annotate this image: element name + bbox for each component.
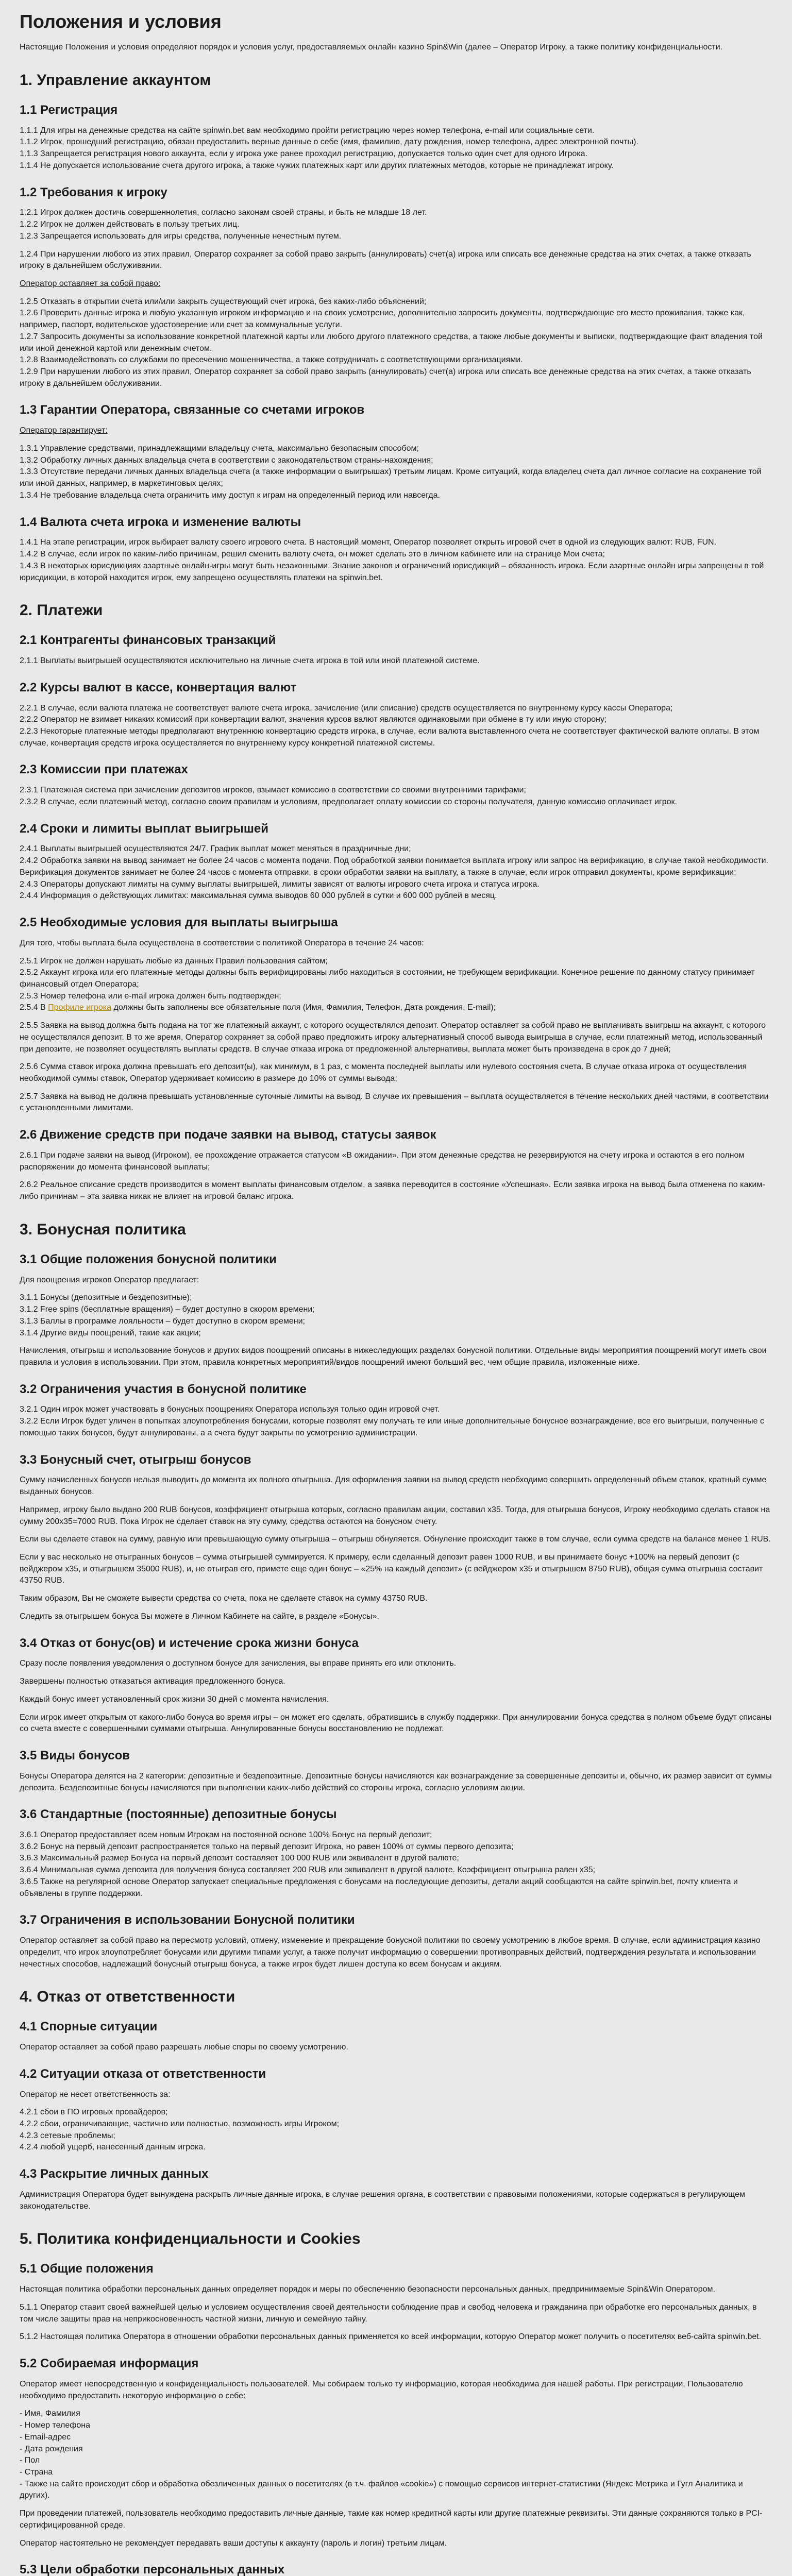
subsection-heading: 4.3 Раскрытие личных данных	[20, 2167, 209, 2181]
clause: 1.2.8 Взаимодействовать со службами по пресечению мошенничества, а также сотрудничать с соответствующими организациями.	[20, 355, 523, 365]
clause: 1.2.1 Игрок должен достичь совершеннолетия, согласно законам своей страны, и быть не младше 18 лет.	[20, 208, 427, 217]
clause-list	[20, 703, 772, 750]
clause-list	[20, 443, 772, 502]
clause: Сумму начисленных бонусов нельзя выводить до момента их полного отыгрыша. Для оформления заявки на вывод средств необходимо совершить определенный объем ставок, кратный сумме выданных бонусов.	[20, 1476, 767, 1497]
clause-list	[20, 207, 772, 242]
subsection-heading: 2.5 Необходимые условия для выплаты выигрыша	[20, 916, 338, 930]
clause: 2.2.3 Некоторые платежные методы предполагают внутреннюю конвертацию средств игрока, в случае, если валюта выставленного счета не соответствует фактической валюте оплаты. В этом случае, конвертация средств игрока осуществляется по внутреннему курсу конкретной платежной системы.	[20, 726, 760, 748]
clause: 3.2.2 Если Игрок будет уличен в попытках злоупотребления бонусами, которые позволят ему получать те или иные дополнительные бонусное вознаграждение, все его выигрыши, полученные с помощью таких бонусов, будут аннулированы, а а счета будут закрыты по усмотрению администрации.	[20, 1417, 764, 1437]
section-heading: 5. Политика конфиденциальности и Cookies	[20, 2230, 361, 2248]
clause: 3.1.2 Free spins (бесплатные вращения) – будет доступно в скором времени;	[20, 1305, 315, 1314]
clause: 1.2.7 Запросить документы за использование конкретной платежной карты или любого другого платежного средства, а также любые документы и выписки, подтверждающие факт владения той или иной денежной картой или денежным счетом.	[20, 332, 763, 353]
clause: 3.6.3 Максимальный размер Бонуса на первый депозит составляет 100 000 RUB или эквивалент в другой валюте;	[20, 1854, 459, 1863]
clause: Следить за отыгрышем бонуса Вы можете в Личном Кабинете на сайте, в разделе «Бонусы».	[20, 1612, 379, 1621]
subsection-heading: 3.1 Общие положения бонусной политики	[20, 1252, 277, 1266]
subsection-heading: 5.3 Цели обработки персональных данных	[20, 2563, 285, 2576]
clause: 3.6.2 Бонус на первый депозит распространяется только на первый депозит Игрока, но равен 100% от суммы первого депозита;	[20, 1842, 514, 1851]
clause-list	[20, 1292, 772, 1339]
subsection-heading: 4.2 Ситуации отказа от ответственности	[20, 2066, 266, 2081]
clause: 3.1.3 Баллы в программе лояльности – будет доступно в скором времени;	[20, 1316, 305, 1326]
subsection-heading: 4.1 Спорные ситуации	[20, 2020, 158, 2034]
clause: Если игрок имеет открытым от какого-либо бонуса во время игры – он может его сделать, обратившись в службу поддержки. При аннулировании бонуса средства в полном объеме будут списаны со счета вместе с совершенными суммами отыгрыша. Аннулированные бонусы восстановлению не подлежат.	[20, 1713, 772, 1734]
clause-lead: Оператор оставляет за собой право:	[20, 279, 161, 288]
clause: 1.3.3 Отсутствие передачи личных данных владельца счета (а также информации о выигрышах) третьим лицам. Кроме ситуаций, когда владелец счета дал личное согласие на сохранение той или иной данных, например, в маркетинговых целях;	[20, 467, 762, 488]
subsection-heading: 2.6 Движение средств при подаче заявки на вывод, статусы заявок	[20, 1128, 436, 1142]
clause-list	[20, 125, 772, 172]
subsection-heading: 3.3 Бонусный счет, отыгрыш бонусов	[20, 1452, 251, 1467]
clause: 3.6.4 Минимальная сумма депозита для получения бонуса составляет 200 RUB или эквивалент в другой валюте. Коэффициент отыгрыша равен x35;	[20, 1866, 596, 1875]
clause: 2.6.2 Реальное списание средств производится в момент выплаты финансовым отделом, а заявка переводится в состояние «Успешная». Если заявка игрока на вывод была отменена по каким-либо причинам – эта заявка никак не влияет на игровой баланс игрока.	[20, 1180, 765, 1201]
clause: Если у вас несколько не отыгранных бонусов – сумма отыгрышей суммируется. К примеру, если сделанный депозит равен 1000 RUB, и вы принимаете бонус +100% на первый депозит (с вейджером x35, и отыгрышем 35000 RUB), и, не отыграв его, примете еще один бонус – «25% на каждый депозит» (с вейджером x35 и отыгрышем 8750 RUB), общая сумма отыгрыша составит 43750 RUB.	[20, 1553, 763, 1585]
clause: 2.2.1 В случае, если валюта платежа не соответствует валюте счета игрока, зачисление (или списание) средств осуществляется по внутреннему курсу кассы Оператора;	[20, 703, 673, 713]
clause: 1.4.1 На этапе регистрации, игрок выбирает валюту своего игрового счета. В настоящий момент, Оператор позволяет открыть игровой счет в одной из следующих валют: RUB, FUN.	[20, 538, 717, 547]
clause-list	[20, 296, 772, 390]
subsection-heading: 3.2 Ограничения участия в бонусной политике	[20, 1382, 307, 1396]
subsection-heading: 2.3 Комиссии при платежах	[20, 762, 188, 777]
page-title: Положения и условия	[20, 11, 222, 32]
clause: Бонусы Оператора делятся на 2 категории: депозитные и бездепозитные. Депозитные бонусы начисляются как вознаграждение за совершенные депозиты и, обычно, их размер зависит от суммы депозита. Бездепозитные бонусы начисляются при выполнении каких-либо действий со стороны игрока, согласно условиям акции.	[20, 1771, 772, 1792]
clause-list	[20, 956, 772, 1014]
list-item: - Имя, Фамилия	[20, 2409, 80, 2418]
list-item: - Номер телефона	[20, 2421, 91, 2430]
clause: 2.5.5 Заявка на вывод должна быть подана на тот же платежный аккаунт, с которого осуществлялся депозит. Оператор оставляет за собой право не выплачивать выигрыш на аккаунт, с которого не осуществлялся депозит. В то же время, Оператор сохраняет за собой право предложить игроку альтернативный способ вывода выигрыша в случае, если платежный метод, использованный при депозите, не позволяет осуществлять выплаты средств. В случае отказа игрока от предложенной альтернативы, выплата может быть произведена в срок до 7 дней;	[20, 1021, 766, 1054]
clause-lead: Оператор гарантирует:	[20, 426, 108, 435]
subsection-heading: 1.1 Регистрация	[20, 103, 118, 117]
clause: 1.2.2 Игрок не должен действовать в пользу третьих лиц.	[20, 220, 240, 229]
clause-lead: Для того, чтобы выплата была осуществлена в соответствии с политикой Оператора в течение 24 часов:	[20, 938, 424, 947]
clause: 2.5.3 Номер телефона или e-mail игрока должен быть подтвержден;	[20, 991, 281, 1001]
section-heading: 2. Платежи	[20, 602, 103, 619]
clause: 2.5.1 Игрок не должен нарушать любые из данных Правил пользования сайтом;	[20, 956, 328, 965]
clause: 2.4.2 Обработка заявки на вывод занимает не более 24 часов с момента подачи. Под обработкой заявки понимается выплата игроку или запрос на верификацию, в случае такой необходимости. Верификация документов занимает не более 24 часов с момента отправки, в сроки обработки заявки на выплату, а также в случае, если игрок отправил документы, кроме верификации;	[20, 856, 768, 877]
clause: 1.2.5 Отказать в открытии счета или/или закрыть существующий счет игрока, без каких-либо объяснений;	[20, 297, 427, 306]
subsection-heading: 3.6 Стандартные (постоянные) депозитные бонусы	[20, 1807, 337, 1822]
clause: 1.4.3 В некоторых юрисдикциях азартные онлайн-игры могут быть незаконными. Знание законов и ограничений юрисдикций – обязанность игрока. Если азартные онлайн игры запрещены в той юрисдикции, в которой находится игрок, ему запрещено осуществлять платежи на spinwin.bet.	[20, 561, 764, 582]
list-item: - Также на сайте происходит сбор и обработка обезличенных данных о посетителях (в т.ч. файлов «cookie») с помощью сервисов интернет-статистики (Яндекс Метрика и Гугл Аналитика и других).	[20, 2479, 743, 2500]
clause-list	[20, 537, 772, 584]
list-item: - Пол	[20, 2456, 40, 2465]
clause: Например, игроку было выдано 200 RUB бонусов, коэффициент отыгрыша которых, согласно правилам акции, составил x35. Тогда, для отыгрыша бонусов, Игроку необходимо сделать ставок на сумму 200x35=7000 RUB. Пока Игрок не сделает ставок на эту сумму, средства остаются на бонусном счету.	[20, 1505, 770, 1526]
player-profile-link[interactable]: Профиле игрока	[48, 1003, 112, 1012]
clause: 4.2.4 любой ущерб, нанесенный данным игрока.	[20, 2143, 206, 2152]
clause: Оператор оставляет за собой право разрешать любые споры по своему усмотрению.	[20, 2043, 348, 2052]
clause: 1.1.4 Не допускается использование счета другого игрока, а также чужих платежных карт или других платежных методов, которые не принадлежат игроку.	[20, 161, 614, 170]
subsection-heading: 1.3 Гарантии Оператора, связанные со счетами игроков	[20, 403, 365, 417]
clause: 1.1.3 Запрещается регистрация нового аккаунта, если у игрока уже ранее проходил регистрацию, допускается только один счет для одного Игрока.	[20, 149, 587, 159]
clause: 1.2.4 При нарушении любого из этих правил, Оператор сохраняет за собой право закрыть (аннулировать) счет(а) игрока или списать все денежные средства на этих счетах, а также отказать игроку в дальнейшем обслуживании.	[20, 249, 751, 270]
clause: 2.2.2 Оператор не взимает никаких комиссий при конвертации валют, значения курсов валют являются одинаковыми при обмене в ту или иную сторону;	[20, 715, 607, 724]
clause: Оператор имеет непосредственную и конфиденциальность пользователей. Мы собираем только ту информацию, которая необходима для нашей работы. При регистрации, Пользователю необходимо предоставить некоторую информацию о себе:	[20, 2379, 743, 2400]
section-heading: 1. Управление аккаунтом	[20, 71, 211, 89]
clause-text: 2.5.4 В	[20, 1003, 46, 1012]
clause: 1.4.2 В случае, если игрок по каким-либо причинам, решил сменить валюту счета, он может сделать это в личном кабинете или на странице Мои счета;	[20, 550, 605, 559]
clause: Настоящая политика обработки персональных данных определяет порядок и меры по обеспечению безопасности персональных данных, предпринимаемые Spin&Win Оператором.	[20, 2285, 715, 2294]
clause: 5.1.1 Оператор ставит своей важнейшей целью и условием осуществления своей деятельности соблюдение прав и свобод человека и гражданина при обработке его персональных данных, в том числе защиты прав на неприкосновенность частной жизни, личную и семейную тайну.	[20, 2302, 757, 2324]
subsection-heading: 2.1 Контрагенты финансовых транзакций	[20, 633, 276, 648]
clause: Завершены полностью отказаться активация предложенного бонуса.	[20, 1677, 285, 1686]
clause: 1.2.6 Проверить данные игрока и любую указанную игроком информацию и на своих усмотрение, дополнительно запросить документы, подтверждающие его место проживания, также как, например, паспорт, водительское удостоверение или счет за коммунальные услуги.	[20, 309, 745, 330]
list-item: - Страна	[20, 2467, 53, 2477]
clause: Каждый бонус имеет установленный срок жизни 30 дней с момента начисления.	[20, 1694, 329, 1704]
clause: 2.6.1 При подаче заявки на вывод (Игроком), ее прохождение отражается статусом «В ожидании». При этом денежные средства не резервируются на счету игрока и остаются в его полном распоряжении до момента финансовой выплаты;	[20, 1150, 745, 1172]
list-item: - Дата рождения	[20, 2444, 83, 2453]
clause: 3.2.1 Один игрок может участвовать в бонусных поощрениях Оператора используя только один игровой счет.	[20, 1405, 440, 1414]
clause: 4.2.3 сетевые проблемы;	[20, 2131, 115, 2140]
clause-list	[20, 1829, 772, 1900]
clause: 2.5.2 Аккаунт игрока или его платежные методы должны быть верифицированы либо находиться в состоянии, не требующем верификации. Конечное решение по данному статусу принимает финансовый отдел Оператора;	[20, 968, 755, 989]
clause: При проведении платежей, пользователь необходимо предоставить личные данные, такие как номер кредитной карты или другие платежные реквизиты. Эти данные сохраняются только в PCI-сертифицированной среде.	[20, 2509, 763, 2530]
clause: Таким образом, Вы не сможете вывести средства со счета, пока не сделаете ставок на сумму 43750 RUB.	[20, 1594, 428, 1603]
clause: 2.4.3 Операторы допускают лимиты на сумму выплаты выигрышей, лимиты зависят от валюты игрового счета игрока и статуса игрока.	[20, 879, 540, 889]
section-heading: 3. Бонусная политика	[20, 1221, 186, 1238]
clause: 1.2.3 Запрещается использовать для игры средства, полученные нечестным путем.	[20, 231, 342, 241]
clause: 1.3.2 Обработку личных данных владельца счета в соответствии с законодательством страны-нахождения;	[20, 455, 433, 465]
clause: 1.1.1 Для игры на денежные средства на сайте spinwin.bet вам необходимо пройти регистрацию через номер телефона, e-mail или социальные сети.	[20, 126, 595, 135]
subsection-heading: 2.2 Курсы валют в кассе, конвертация валют	[20, 680, 297, 694]
clause-list	[20, 843, 772, 902]
clause: 1.3.4 Не требование владельца счета ограничить иму доступ к играм на определенный период или навсегда.	[20, 490, 440, 500]
subsection-heading: 5.1 Общие положения	[20, 2262, 154, 2276]
subsection-heading: 1.2 Требования к игроку	[20, 185, 167, 199]
clause-list	[20, 2408, 772, 2502]
clause: Администрация Оператора будет вынуждена раскрыть личные данные игрока, в случае решения органа, в соответствии с правовыми положениями, которые содержаться в регулирующем законодательстве.	[20, 2190, 746, 2211]
section-heading: 4. Отказ от ответственности	[20, 1988, 235, 2006]
clause-text: должны быть заполнены все обязательные поля (Имя, Фамилия, Телефон, Дата рождения, E-mail);	[113, 1003, 496, 1012]
clause: 2.4.1 Выплаты выигрышей осуществляются 24/7. График выплат может меняться в праздничные дни;	[20, 844, 411, 854]
clause: Начисления, отыгрыш и использование бонусов и других видов поощрений описаны в нижеследующих разделах бонусной политики. Отдельные виды мероприятия поощрений могут иметь свои правила и условия в использовании. При этом, правила конкретных мероприятий/видов поощрений имеют больший вес, чем общие правила, изложенные ниже.	[20, 1346, 767, 1367]
clause: Если вы сделаете ставок на сумму, равную или превышающую сумму отыгрыша – отыгрыш обнуляется. Обнуление происходит также в том случае, если сумма средств на балансе менее 1 RUB.	[20, 1535, 771, 1544]
clause: 1.2.9 При нарушении любого из этих правил, Оператор сохраняет за собой право закрыть (аннулировать) счет(а) игрока или списать все денежные средства на этих счетах, а также отказать игроку в дальнейшем обслуживании.	[20, 367, 751, 388]
clause	[20, 1002, 772, 1014]
clause-list	[20, 785, 772, 808]
clause: 1.3.1 Управление средствами, принадлежащими владельцу счета, максимально безопасным способом;	[20, 444, 419, 453]
clause-lead: Для поощрения игроков Оператор предлагает:	[20, 1275, 199, 1284]
clause: 2.5.6 Сумма ставок игрока должна превышать его депозит(ы), как минимум, в 1 раз, с момента последней выплаты или нулевого состояния счета. В случае отказа игрока от осуществления необходимой суммы ставок, Оператор удерживает комиссию в размере до 10% от суммы вывода;	[20, 1062, 747, 1083]
subsection-heading: 2.4 Сроки и лимиты выплат выигрышей	[20, 821, 268, 836]
clause: 2.4.4 Информация о действующих лимитах: максимальная сумма выводов 60 000 рублей в сутки и 600 000 рублей в месяц.	[20, 891, 497, 901]
clause: 3.1.1 Бонусы (депозитные и бездепозитные);	[20, 1293, 192, 1302]
clause: 2.5.7 Заявка на вывод не должна превышать установленные суточные лимиты на вывод. В случае их превышения – выплата осуществляется в течение нескольких дней частями, в соответствии с установленными лимитами.	[20, 1092, 769, 1113]
clause-list	[20, 1404, 772, 1439]
clause-list	[20, 2107, 772, 2154]
subsection-heading: 1.4 Валюта счета игрока и изменение валюты	[20, 515, 301, 529]
clause: 2.3.2 В случае, если платежный метод, согласно своим правилам и условиям, предполагает оплату комиссии со стороны получателя, данную комиссию оплачивает игрок.	[20, 797, 677, 806]
clause-lead: Оператор не несет ответственность за:	[20, 2090, 171, 2099]
clause: 4.2.2 сбои, ограничивающие, частично или полностью, возможность игры Игроком;	[20, 2120, 340, 2129]
list-item: - Email-адрес	[20, 2432, 71, 2442]
clause: 3.6.1 Оператор предоставляет всем новым Игрокам на постоянной основе 100% Бонус на первый депозит;	[20, 1831, 432, 1840]
clause: 3.6.5 Также на регулярной основе Оператор запускает специальные предложения с бонусами на последующие депозиты, детали акций сообщаются на сайте spinwin.bet, почту клиента и объявлены в группе поддержки.	[20, 1877, 738, 1898]
subsection-heading: 3.5 Виды бонусов	[20, 1749, 130, 1762]
clause: 2.1.1 Выплаты выигрышей осуществляются исключительно на личные счета игрока в той или иной платежной системе.	[20, 656, 480, 666]
clause: 5.1.2 Настоящая политика Оператора в отношении обработки персональных данных применяется ко всей информации, которую Оператор может получить о посетителях веб-сайта spinwin.bet.	[20, 2332, 762, 2342]
clause: Сразу после появления уведомления о доступном бонусе для зачисления, вы вправе принять его или отклонить.	[20, 1659, 457, 1668]
subsection-heading: 5.2 Собираемая информация	[20, 2357, 199, 2371]
clause: Оператор оставляет за собой право на пересмотр условий, отмену, изменение и прекращение бонусной политики по своему усмотрению в любое время. В случае, если администрация казино определит, что игрок злоупотребляет бонусами или другими типами услуг, а также получит информацию о совершении противоправных действий, подтверждения результата и использовании нечестных способов, надлежащий бонусный отыгрыш бонуса, а также игрок будет лишен доступа ко всем бонусам и акциям.	[20, 1936, 761, 1969]
clause: 2.3.1 Платежная система при зачислении депозитов игроков, взымает комиссию в соответствии со своими внутренними тарифами;	[20, 786, 526, 795]
intro-paragraph: Настоящие Положения и условия определяют порядок и условия услуг, предоставляемых онлайн казино Spin&Win (далее – Оператор Игроку, а также политику конфиденциальности.	[20, 43, 723, 52]
clause: 1.1.2 Игрок, прошедший регистрацию, обязан предоставить верные данные о себе (имя, фамилию, дату рождения, номер телефона, адрес электронной почты).	[20, 138, 638, 147]
clause: 4.2.1 сбои в ПО игровых провайдеров;	[20, 2108, 168, 2117]
subsection-heading: 3.7 Ограничения в использовании Бонусной политики	[20, 1913, 355, 1927]
clause: 3.1.4 Другие виды поощрений, такие как акции;	[20, 1328, 201, 1337]
subsection-heading: 3.4 Отказ от бонус(ов) и истечение срока жизни бонуса	[20, 1636, 359, 1650]
clause: Оператор настоятельно не рекомендует передавать ваши доступы к аккаунту (пароль и логин) третьим лицам.	[20, 2538, 447, 2548]
